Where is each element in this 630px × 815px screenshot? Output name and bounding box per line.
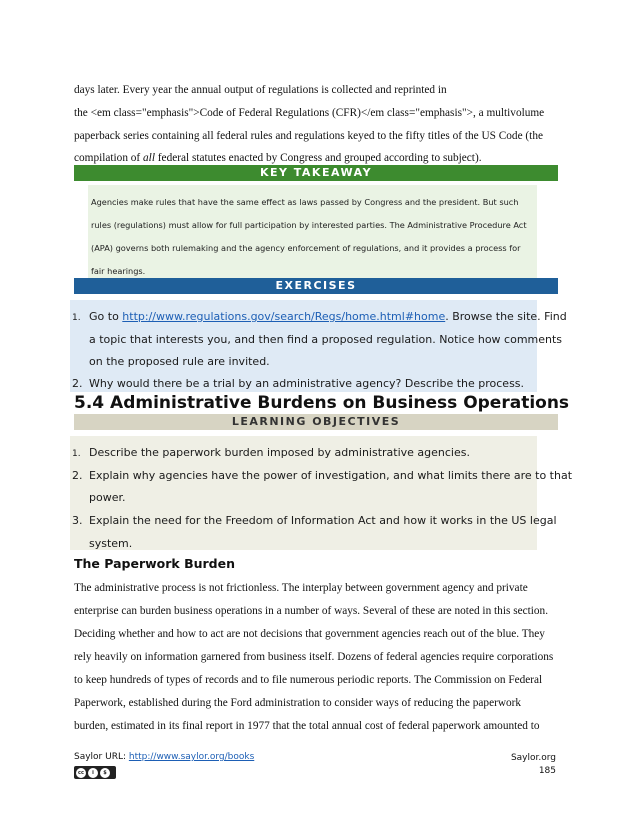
saylor-books-link[interactable]: http://www.saylor.org/books xyxy=(128,752,255,762)
intro-line-1: days later. Every year the annual output of regulations is collected and reprinted in xyxy=(74,84,447,96)
exercises-bar: EXERCISES xyxy=(74,278,558,294)
regulations-gov-link[interactable]: http://www.regulations.gov/search/Regs/home.html#home xyxy=(122,310,446,323)
key-takeaway-line-2: rules (regulations) must allow for full participation by interested parties. The Administrative Procedure Act xyxy=(91,220,527,230)
key-takeaway-line-1: Agencies make rules that have the same effect as laws passed by Congress and the president. But such xyxy=(91,197,519,207)
exercise-2-number: 2. xyxy=(72,377,83,390)
body-line-3: Deciding whether and how to act are not decisions that government agencies reach out of the blue. They xyxy=(74,628,545,640)
page-number: 185 xyxy=(538,766,556,776)
objective-3-number: 3. xyxy=(72,514,83,527)
intro-line-2: the <em class="emphasis">Code of Federal Regulations (CFR)</em class="emphasis">, a multivolume xyxy=(74,107,545,119)
key-takeaway-line-4: fair hearings. xyxy=(91,266,146,276)
body-line-1: The administrative process is not frictionless. The interplay between government agency and private xyxy=(74,582,528,594)
exercise-1-text-b: . Browse the site. Find xyxy=(445,310,567,323)
body-line-5: to keep hundreds of types of records and to file numerous periodic reports. The Commission on Federal xyxy=(74,674,543,686)
learning-objectives-bar: LEARNING OBJECTIVES xyxy=(74,414,558,430)
intro-line-4-emphasis: all xyxy=(143,152,155,164)
exercise-1-line-2: a topic that interests you, and then find a proposed regulation. Notice how comments xyxy=(89,333,563,346)
creative-commons-badge-icon: cc i $ xyxy=(74,766,116,779)
key-takeaway-bar: KEY TAKEAWAY xyxy=(74,165,558,181)
intro-line-4-b: federal statutes enacted by Congress and grouped according to subject). xyxy=(154,152,482,164)
exercise-1-text-a: Go to xyxy=(89,310,123,323)
footer-right xyxy=(511,752,556,778)
body-line-7: burden, estimated in its final report in 1977 that the total annual cost of federal paperwork amounted to xyxy=(74,720,540,732)
exercise-1-line-3: on the proposed rule are invited. xyxy=(89,355,270,368)
objective-1-number: 1. xyxy=(72,449,81,459)
exercise-1-line-1 xyxy=(89,310,567,323)
subsection-heading: The Paperwork Burden xyxy=(74,556,235,571)
objective-3-line-2: system. xyxy=(89,537,133,550)
footer-saylor-url xyxy=(74,752,254,762)
body-line-4: rely heavily on information garnered from business itself. Dozens of federal agencies require corporations xyxy=(74,651,554,663)
intro-line-4 xyxy=(74,152,482,164)
footer-url-label: Saylor URL: xyxy=(74,752,129,762)
objective-3-line-1: Explain the need for the Freedom of Information Act and how it works in the US legal xyxy=(89,514,557,527)
intro-line-3: paperback series containing all federal rules and regulations keyed to the fifty titles of the US Code (the xyxy=(74,130,543,142)
objective-2-number: 2. xyxy=(72,469,83,482)
objective-1-line-1: Describe the paperwork burden imposed by administrative agencies. xyxy=(89,446,470,459)
objective-2-line-1: Explain why agencies have the power of investigation, and what limits there are to that xyxy=(89,469,573,482)
exercise-2-line-1: Why would there be a trial by an administrative agency? Describe the process. xyxy=(89,377,525,390)
body-line-6: Paperwork, established during the Ford administration to consider ways of reducing the paperwork xyxy=(74,697,522,709)
objective-2-line-2: power. xyxy=(89,491,126,504)
key-takeaway-line-3: (APA) governs both rulemaking and the agency enforcement of regulations, and it provides a process for xyxy=(91,243,521,253)
key-takeaway-box xyxy=(88,185,537,278)
body-line-2: enterprise can burden business operations in a number of ways. Several of these are noted in this section. xyxy=(74,605,549,617)
footer-site: Saylor.org xyxy=(510,753,556,763)
exercise-1-number: 1. xyxy=(72,313,81,323)
intro-line-4-a: compilation of xyxy=(74,152,144,164)
section-heading: 5.4 Administrative Burdens on Business Operations xyxy=(74,393,570,413)
